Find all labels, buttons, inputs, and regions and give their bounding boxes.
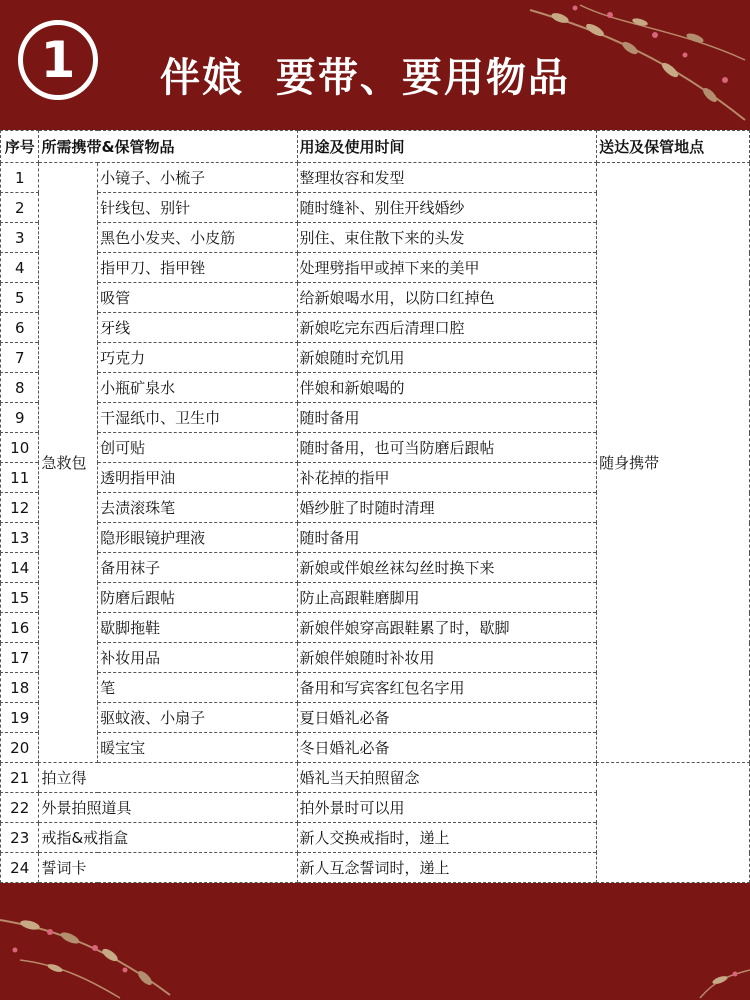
row-number: 14 bbox=[1, 553, 39, 583]
row-item: 隐形眼镜护理液 bbox=[98, 523, 297, 553]
table-body bbox=[1, 163, 750, 883]
row-use: 婚纱脏了时随时清理 bbox=[297, 493, 597, 523]
row-number: 23 bbox=[1, 823, 39, 853]
row-item: 去渍滚珠笔 bbox=[98, 493, 297, 523]
header-number: 序号 bbox=[1, 131, 39, 163]
row-item: 暖宝宝 bbox=[98, 733, 297, 763]
row-item: 小镜子、小梳子 bbox=[98, 163, 297, 193]
table-row bbox=[1, 763, 750, 793]
row-use: 随时缝补、别住开线婚纱 bbox=[297, 193, 597, 223]
row-number: 13 bbox=[1, 523, 39, 553]
row-number: 2 bbox=[1, 193, 39, 223]
items-table-container bbox=[0, 130, 750, 883]
row-number: 5 bbox=[1, 283, 39, 313]
header bbox=[0, 0, 750, 130]
row-use: 新娘伴娘穿高跟鞋累了时，歇脚 bbox=[297, 613, 597, 643]
row-use: 给新娘喝水用，以防口红掉色 bbox=[297, 283, 597, 313]
row-item: 吸管 bbox=[98, 283, 297, 313]
row-use: 补花掉的指甲 bbox=[297, 463, 597, 493]
row-item: 驱蚊液、小扇子 bbox=[98, 703, 297, 733]
row-number: 7 bbox=[1, 343, 39, 373]
row-use: 别住、束住散下来的头发 bbox=[297, 223, 597, 253]
row-use: 新娘吃完东西后清理口腔 bbox=[297, 313, 597, 343]
row-item: 补妆用品 bbox=[98, 643, 297, 673]
page-title: 伴娘 要带、要用物品 bbox=[160, 55, 570, 101]
row-item: 誓词卡 bbox=[39, 853, 297, 883]
row-use: 新人交换戒指时，递上 bbox=[297, 823, 597, 853]
row-number: 1 bbox=[1, 163, 39, 193]
location-label: 随身携带 bbox=[597, 163, 750, 763]
row-number: 15 bbox=[1, 583, 39, 613]
row-use: 新娘伴娘随时补妆用 bbox=[297, 643, 597, 673]
row-number: 24 bbox=[1, 853, 39, 883]
location-empty bbox=[597, 763, 750, 883]
row-use: 新娘或伴娘丝袜勾丝时换下来 bbox=[297, 553, 597, 583]
row-number: 19 bbox=[1, 703, 39, 733]
row-number: 16 bbox=[1, 613, 39, 643]
group-label: 急救包 bbox=[39, 163, 98, 763]
header-use: 用途及使用时间 bbox=[297, 131, 597, 163]
row-number: 4 bbox=[1, 253, 39, 283]
row-item: 歇脚拖鞋 bbox=[98, 613, 297, 643]
row-use: 随时备用，也可当防磨后跟帖 bbox=[297, 433, 597, 463]
row-use: 防止高跟鞋磨脚用 bbox=[297, 583, 597, 613]
row-use: 新娘随时充饥用 bbox=[297, 343, 597, 373]
row-use: 新人互念誓词时，递上 bbox=[297, 853, 597, 883]
row-use: 伴娘和新娘喝的 bbox=[297, 373, 597, 403]
row-use: 婚礼当天拍照留念 bbox=[297, 763, 597, 793]
section-number-badge: 1 bbox=[18, 20, 98, 100]
row-item: 牙线 bbox=[98, 313, 297, 343]
row-number: 8 bbox=[1, 373, 39, 403]
row-item: 拍立得 bbox=[39, 763, 297, 793]
row-item: 笔 bbox=[98, 673, 297, 703]
row-use: 随时备用 bbox=[297, 403, 597, 433]
row-item: 干湿纸巾、卫生巾 bbox=[98, 403, 297, 433]
row-item: 戒指&戒指盒 bbox=[39, 823, 297, 853]
table-row bbox=[1, 163, 750, 193]
row-number: 18 bbox=[1, 673, 39, 703]
row-item: 巧克力 bbox=[98, 343, 297, 373]
table-header-row bbox=[1, 131, 750, 163]
row-use: 夏日婚礼必备 bbox=[297, 703, 597, 733]
row-item: 针线包、别针 bbox=[98, 193, 297, 223]
row-use: 处理劈指甲或掉下来的美甲 bbox=[297, 253, 597, 283]
row-item: 黑色小发夹、小皮筋 bbox=[98, 223, 297, 253]
row-number: 22 bbox=[1, 793, 39, 823]
row-item: 创可贴 bbox=[98, 433, 297, 463]
row-number: 21 bbox=[1, 763, 39, 793]
row-use: 冬日婚礼必备 bbox=[297, 733, 597, 763]
row-item: 防磨后跟帖 bbox=[98, 583, 297, 613]
row-item: 小瓶矿泉水 bbox=[98, 373, 297, 403]
row-number: 10 bbox=[1, 433, 39, 463]
row-number: 11 bbox=[1, 463, 39, 493]
row-number: 9 bbox=[1, 403, 39, 433]
row-number: 17 bbox=[1, 643, 39, 673]
row-number: 3 bbox=[1, 223, 39, 253]
row-use: 随时备用 bbox=[297, 523, 597, 553]
row-number: 6 bbox=[1, 313, 39, 343]
row-item: 外景拍照道具 bbox=[39, 793, 297, 823]
row-number: 12 bbox=[1, 493, 39, 523]
row-use: 整理妆容和发型 bbox=[297, 163, 597, 193]
row-use: 拍外景时可以用 bbox=[297, 793, 597, 823]
row-use: 备用和写宾客红包名字用 bbox=[297, 673, 597, 703]
header-location: 送达及保管地点 bbox=[597, 131, 750, 163]
row-number: 20 bbox=[1, 733, 39, 763]
items-table bbox=[0, 130, 750, 883]
row-item: 透明指甲油 bbox=[98, 463, 297, 493]
row-item: 指甲刀、指甲锉 bbox=[98, 253, 297, 283]
floral-branch-decoration bbox=[520, 0, 750, 130]
row-item: 备用袜子 bbox=[98, 553, 297, 583]
header-item: 所需携带&保管物品 bbox=[39, 131, 297, 163]
floral-bottom-decoration bbox=[0, 880, 750, 1000]
